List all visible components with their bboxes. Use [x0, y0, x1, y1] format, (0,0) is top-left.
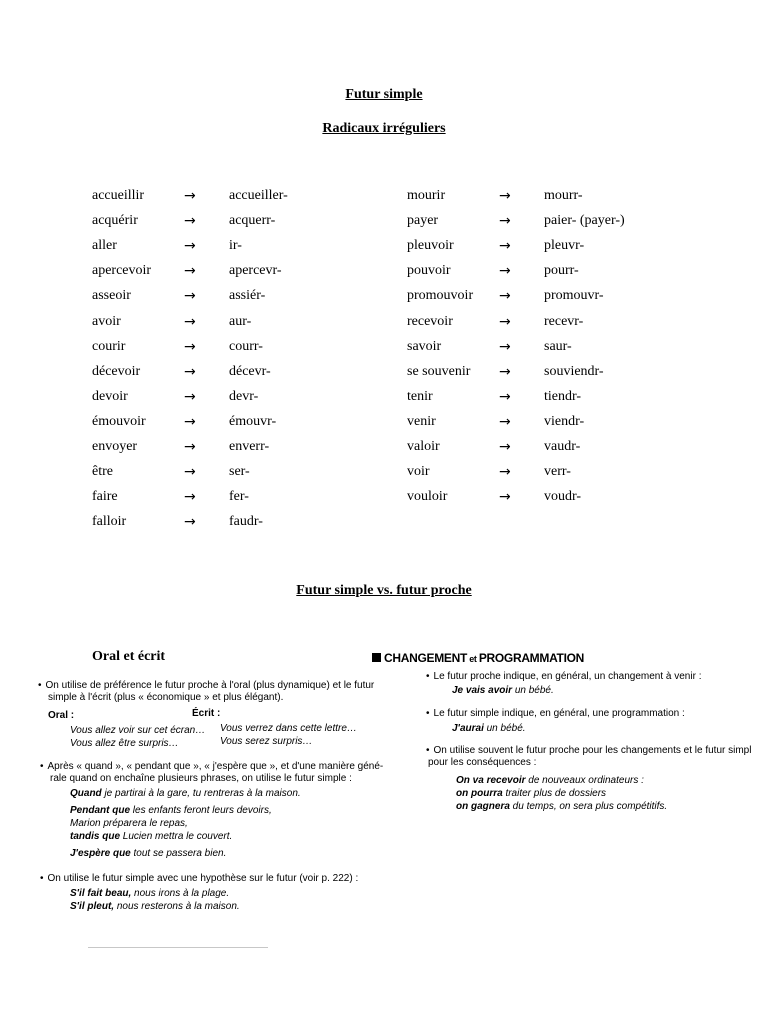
arrow-right-icon: →	[184, 363, 196, 380]
verb-stem: ir-	[229, 238, 242, 254]
arrow-right-icon: →	[499, 489, 511, 506]
verb-stem: assiér-	[229, 288, 266, 304]
oral-ecrit-block	[0, 645, 384, 955]
arrow-right-icon: →	[499, 188, 511, 204]
prog-bullet-2: • Le futur simple indique, en général, une programmation :	[426, 708, 685, 720]
arrow-right-icon: →	[184, 213, 196, 230]
arrow-right-icon: →	[184, 188, 196, 204]
prog-example-5: on gagnera du temps, on sera plus compétitifs.	[456, 801, 668, 812]
changement-programmation-block	[370, 645, 768, 835]
arrow-right-icon: →	[499, 238, 511, 255]
oral-label: Oral :	[48, 710, 75, 721]
verb-infinitive: décevoir	[92, 363, 141, 379]
verb-infinitive: valoir	[407, 439, 440, 454]
verb-stem: voudr-	[544, 489, 582, 505]
oral-bullet-2-cont: rale quand on enchaîne plusieurs phrases, on utilise le futur simple :	[50, 773, 352, 784]
verb-stem: vaudr-	[544, 439, 581, 454]
verb-infinitive: promouvoir	[407, 288, 474, 304]
prog-bullet-3: • On utilise souvent le futur proche pour les changements et le futur simpl	[426, 745, 751, 757]
arrow-right-icon: →	[499, 313, 511, 330]
example-tandis: tandis que Lucien mettra le couvert.	[70, 831, 233, 842]
verb-stem: faudr-	[229, 514, 263, 530]
arrow-right-icon: →	[184, 338, 196, 355]
arrow-right-icon: →	[184, 464, 196, 481]
verb-stem: apercevr-	[229, 263, 282, 279]
oral-bullet-1: • On utilise de préférence le futur proche à l'oral (plus dynamique) et le futur	[38, 680, 374, 692]
arrow-right-icon: →	[184, 413, 196, 430]
ecrit-label: Écrit :	[192, 708, 221, 719]
arrow-right-icon: →	[184, 439, 196, 455]
verb-stem: acquerr-	[229, 213, 276, 229]
prog-example-2: J'aurai un bébé.	[452, 723, 526, 734]
prog-bullet-3-cont: pour les conséquences :	[428, 757, 537, 768]
arrow-right-icon: →	[184, 288, 196, 305]
prog-bullet-1: • Le futur proche indique, en général, un changement à venir :	[426, 671, 701, 683]
verb-stem: accueiller-	[229, 188, 288, 203]
verb-stem: souviendr-	[544, 363, 604, 379]
example-beau: S'il fait beau, nous irons à la plage.	[70, 888, 230, 899]
verb-stem: aur-	[229, 313, 252, 329]
verb-stem: mourr-	[544, 188, 583, 203]
arrow-right-icon: →	[499, 263, 511, 280]
verb-infinitive: envoyer	[92, 439, 138, 454]
prog-heading: CHANGEMENT et PROGRAMMATION	[372, 651, 584, 665]
prog-example-3: On va recevoir de nouveaux ordinateurs :	[456, 775, 644, 786]
verb-stem: saur-	[544, 338, 572, 354]
arrow-right-icon: →	[499, 288, 511, 305]
verb-stem: ser-	[229, 464, 250, 480]
scan-noise	[88, 947, 268, 948]
verb-infinitive: émouvoir	[92, 413, 146, 429]
verb-stem: devr-	[229, 388, 259, 404]
verb-infinitive: avoir	[92, 313, 121, 329]
arrow-right-icon: →	[184, 263, 196, 280]
example-marion: Marion préparera le repas,	[70, 818, 188, 829]
verb-infinitive: pouvoir	[407, 263, 451, 279]
verb-infinitive: apercevoir	[92, 263, 152, 279]
example-pendant: Pendant que les enfants feront leurs devoirs,	[70, 805, 272, 816]
verb-infinitive: acquérir	[92, 213, 138, 229]
verb-stem: promouvr-	[544, 288, 604, 304]
arrow-right-icon: →	[499, 363, 511, 380]
page-subtitle: Radicaux irréguliers	[322, 121, 446, 136]
section-title: Futur simple vs. futur proche	[296, 583, 472, 598]
verb-stem: décevr-	[229, 363, 271, 379]
verb-stem: recevr-	[544, 313, 584, 329]
verb-infinitive: faire	[92, 489, 118, 505]
prog-example-4: on pourra traiter plus de dossiers	[456, 788, 607, 799]
arrow-right-icon: →	[184, 238, 196, 255]
example-quand: Quand je partirai à la gare, tu rentreras à la maison.	[70, 788, 301, 799]
verb-infinitive: tenir	[407, 388, 433, 404]
verb-stem: émouvr-	[229, 413, 277, 429]
verb-infinitive: pleuvoir	[407, 238, 454, 254]
verb-stem: verr-	[544, 464, 571, 480]
verb-stem: paier- (payer-)	[544, 213, 625, 229]
verb-infinitive: accueillir	[92, 188, 145, 203]
oral-example-2: Vous allez être surpris…	[70, 738, 179, 749]
verb-stem: pourr-	[544, 263, 579, 279]
verb-infinitive: savoir	[407, 338, 442, 354]
oral-bullet-2: • Après « quand », « pendant que », « j'espère que », et d'une manière géné-	[40, 761, 383, 773]
verb-infinitive: courir	[92, 338, 126, 354]
verb-infinitive: mourir	[407, 188, 446, 203]
square-bullet-icon	[372, 653, 381, 662]
example-pleut: S'il pleut, nous resterons à la maison.	[70, 901, 240, 912]
verb-infinitive: vouloir	[407, 489, 448, 505]
verb-infinitive: venir	[407, 413, 436, 429]
oral-bullet-1-cont: simple à l'écrit (plus « économique » et plus élégant).	[48, 692, 284, 703]
page-title: Futur simple	[345, 87, 423, 102]
arrow-right-icon: →	[184, 388, 196, 405]
prog-example-1: Je vais avoir un bébé.	[452, 685, 554, 696]
verb-stem: viendr-	[544, 413, 585, 429]
verb-stem: enverr-	[229, 439, 270, 454]
arrow-right-icon: →	[499, 213, 511, 230]
oral-bullet-3: • On utilise le futur simple avec une hypothèse sur le futur (voir p. 222) :	[40, 873, 358, 885]
ecrit-example-2: Vous serez surpris…	[220, 736, 313, 747]
ecrit-example-1: Vous verrez dans cette lettre…	[220, 723, 357, 734]
verb-stem: fer-	[229, 489, 249, 505]
arrow-right-icon: →	[184, 313, 196, 330]
verb-infinitive: payer	[407, 213, 439, 229]
arrow-right-icon: →	[184, 514, 196, 531]
arrow-right-icon: →	[184, 489, 196, 506]
verb-infinitive: recevoir	[407, 313, 453, 329]
verb-infinitive: asseoir	[92, 288, 131, 304]
arrow-right-icon: →	[499, 413, 511, 430]
arrow-right-icon: →	[499, 464, 511, 481]
verb-infinitive: voir	[407, 464, 430, 480]
arrow-right-icon: →	[499, 338, 511, 355]
verb-stem: pleuvr-	[544, 238, 585, 254]
verb-infinitive: être	[92, 464, 113, 480]
verb-infinitive: aller	[92, 238, 117, 254]
arrow-right-icon: →	[499, 388, 511, 405]
oral-example-1: Vous allez voir sur cet écran…	[70, 725, 206, 736]
arrow-right-icon: →	[499, 439, 511, 455]
verb-stem: courr-	[229, 338, 263, 354]
verb-infinitive: falloir	[92, 514, 127, 530]
oral-ecrit-heading: Oral et écrit	[92, 649, 166, 664]
verb-infinitive: devoir	[92, 388, 128, 404]
example-espere: J'espère que tout se passera bien.	[70, 848, 227, 859]
verb-infinitive: se souvenir	[407, 363, 471, 379]
verb-stem: tiendr-	[544, 388, 582, 404]
